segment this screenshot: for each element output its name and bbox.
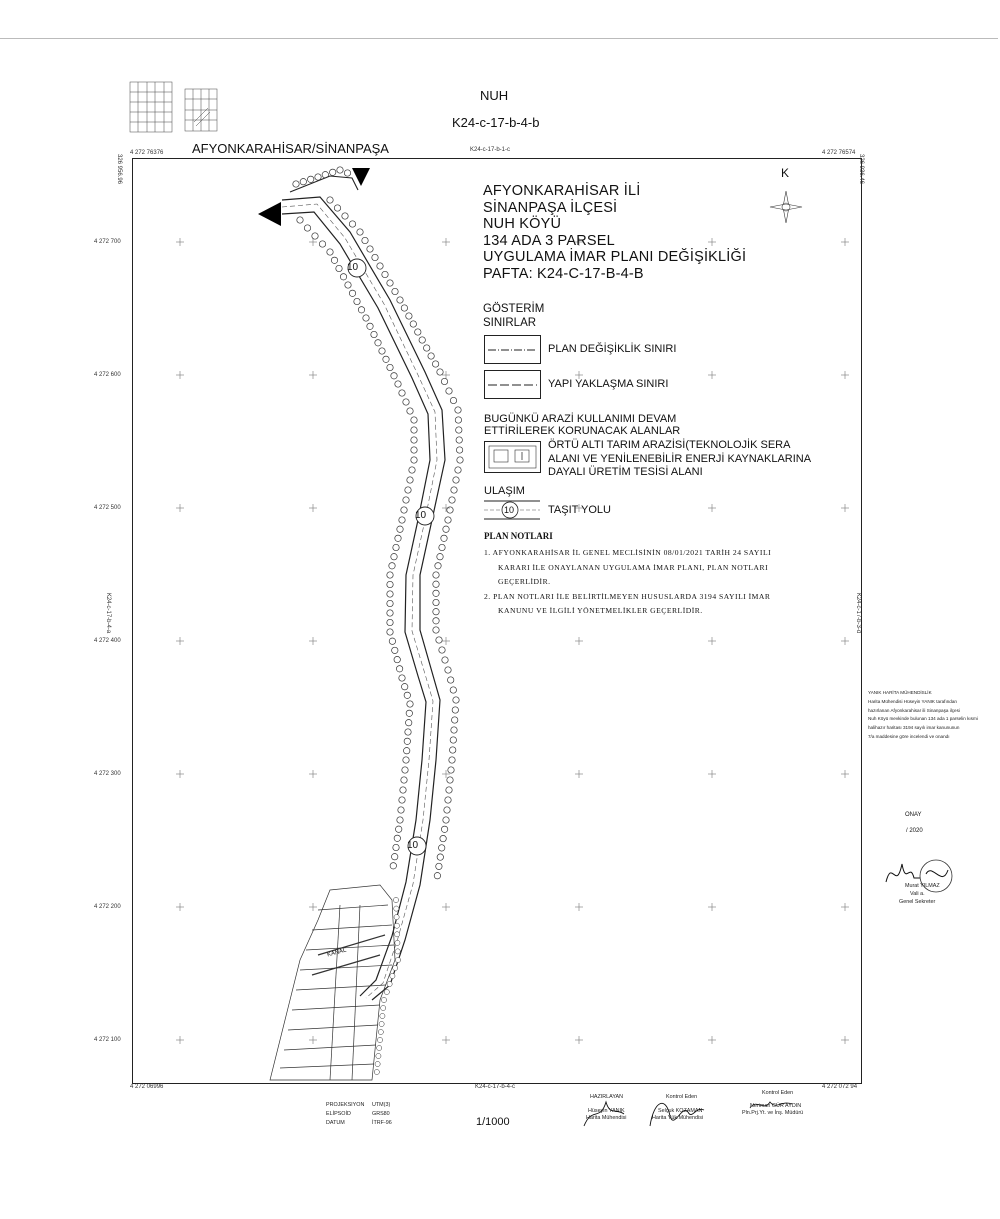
tree-circle (433, 627, 439, 633)
title-line: 134 ADA 3 PARSEL (483, 232, 615, 249)
ellipsoid-value: GRS80 (372, 1111, 390, 1117)
tree-circle (387, 981, 392, 986)
approval-line: 7/a maddesine göre incelendi ve onandı (868, 733, 950, 739)
tree-circle (293, 181, 299, 187)
checked-by-title: Pln.Prj.Yt. ve İnş. Müdürü (742, 1110, 804, 1116)
road-edge-line (282, 197, 445, 1000)
northing-label: 4 272 500 (94, 505, 121, 511)
tree-circle (358, 307, 364, 313)
tree-circle (439, 647, 445, 653)
tree-circle (405, 487, 411, 493)
tree-circle (391, 554, 397, 560)
note-line: 1. AFYONKARAHİSAR İL GENEL MECLİSİNİN 08/01/2021 TARİH 24 SAYILI (484, 548, 772, 557)
village-header: NUH (480, 88, 509, 103)
notes-heading: PLAN NOTLARI (484, 531, 553, 541)
heading-line: BUGÜNKÜ ARAZİ KULLANIMI DEVAM (484, 413, 677, 425)
tree-circle (367, 323, 373, 329)
tree-circle (392, 647, 398, 653)
legend-swatch-greenhouse (484, 441, 541, 473)
signatures-image (570, 1086, 830, 1136)
tree-circle (376, 1053, 381, 1058)
tree-circle (404, 738, 410, 744)
tree-circle (395, 957, 400, 962)
tree-circle (402, 684, 408, 690)
tree-circle (392, 854, 398, 860)
approval-line: hazırlanan Afyonkarahisar ili Sinanpaşa ilçesi (868, 707, 960, 713)
tree-circle (395, 932, 400, 937)
tree-circle (367, 246, 373, 252)
tree-circle (451, 487, 457, 493)
tree-circle (448, 677, 454, 683)
tree-circle (448, 767, 454, 773)
tree-circle (441, 826, 447, 832)
tree-circle (406, 313, 412, 319)
legend-subtitle: SINIRLAR (483, 317, 537, 329)
tree-circle (393, 844, 399, 850)
tree-circle (384, 989, 389, 994)
tree-circle (387, 610, 393, 616)
tree-circle (390, 973, 395, 978)
title-line: NUH KÖYÜ (483, 216, 562, 232)
tree-circle (399, 390, 405, 396)
legend-swatch-plan-change (484, 335, 541, 364)
road-width-label: 10 (347, 262, 359, 273)
corner-top-right: 4 272 76574 (822, 150, 856, 156)
tree-circle (380, 1013, 385, 1018)
tree-circle (304, 225, 310, 231)
tree-circle (406, 710, 412, 716)
tree-circle (450, 737, 456, 743)
parcel-lines (270, 885, 395, 1080)
tree-circle (447, 777, 453, 783)
bottom-sheet-label: K24-c-17-b-4-c (475, 1084, 516, 1090)
tree-circle (399, 797, 405, 803)
tree-circle (379, 1021, 384, 1026)
legend-swatch-setback (484, 370, 541, 399)
tree-circle (322, 172, 328, 178)
tree-circle (344, 170, 350, 176)
top-sheet-label: K24-c-17-b-1-c (470, 147, 511, 153)
projection-key: PROJEKSIYON (326, 1102, 365, 1108)
tree-circle (336, 265, 342, 271)
tree-circle (437, 369, 443, 375)
north-label: K (781, 166, 790, 180)
approval-label: ONAY (905, 812, 922, 818)
tree-circle (315, 174, 321, 180)
legend-title: GÖSTERİM (483, 303, 545, 315)
note-line: GEÇERLİDİR. (498, 577, 551, 586)
tree-circle (449, 497, 455, 503)
tree-circle (405, 729, 411, 735)
tree-circle (407, 408, 413, 414)
tree-circle (300, 179, 306, 185)
tree-circle (345, 282, 351, 288)
northing-label: 4 272 400 (94, 638, 121, 644)
tree-circle (378, 1029, 383, 1034)
approval-date: / 2020 (906, 828, 923, 834)
projection-value: UTM(3) (372, 1102, 391, 1108)
approval-line: Harita Mühendisi Hüseyin YANIK tarafından (868, 698, 957, 704)
checked-by-label: Kontrol Eden (762, 1090, 794, 1096)
tree-circle (363, 315, 369, 321)
tree-circle (387, 591, 393, 597)
tree-circle (396, 826, 402, 832)
tree-circle (444, 807, 450, 813)
tree-circle (433, 609, 439, 615)
signer-name: Murat YILMAZ (905, 883, 940, 889)
corner-bottom-right: 4 272 072 94 (822, 1084, 858, 1090)
approval-firm: YANIK HARİTA MÜHENDİSLİK (868, 690, 932, 695)
note-line: 2. PLAN NOTLARI İLE BELİRTİLMEYEN HUSUSLARDA 3194 SAYILI İMAR (484, 591, 771, 601)
northing-label: 4 272 700 (94, 239, 121, 245)
tree-circle (382, 271, 388, 277)
tree-circle (457, 457, 463, 463)
title-line: SİNANPAŞA İLÇESİ (483, 199, 618, 216)
tree-circle (403, 757, 409, 763)
tree-circle (456, 427, 462, 433)
road-centerline (282, 204, 437, 998)
legend-road-label: TAŞIT YOLU (548, 504, 611, 516)
legend-transport-heading: ULAŞIM (484, 485, 525, 497)
tree-circle (445, 797, 451, 803)
tree-circle (397, 817, 403, 823)
tree-circle (456, 437, 462, 443)
easting-label: 326 936.46 (858, 153, 865, 185)
tree-circle (446, 388, 452, 394)
tree-circle (407, 701, 413, 707)
prepared-by-title: Harita Mühendisi (586, 1115, 627, 1121)
checked-by-name: Neriman GÜR AYDIN (750, 1103, 802, 1109)
tree-circle (452, 717, 458, 723)
tree-circle (455, 417, 461, 423)
tree-circle (395, 381, 401, 387)
legend-setback-label: YAPI YAKLAŞMA SINIRI (548, 378, 669, 390)
tree-circle (401, 305, 407, 311)
tree-circle (401, 777, 407, 783)
tree-circle (399, 517, 405, 523)
tree-circle (334, 205, 340, 211)
tree-circle (453, 697, 459, 703)
prepared-by-name: Hüseyin YANIK (588, 1108, 625, 1114)
tree-circle (319, 241, 325, 247)
easting-label: 326 956.96 (116, 153, 123, 185)
tree-circle (342, 213, 348, 219)
tree-circle (357, 229, 363, 235)
tree-circle (387, 581, 393, 587)
tree-circle (383, 356, 389, 362)
tree-circle (433, 572, 439, 578)
tree-circle (433, 618, 439, 624)
tree-circle (402, 767, 408, 773)
tree-circle (433, 599, 439, 605)
tree-circle (398, 807, 404, 813)
tree-circle (449, 757, 455, 763)
tree-circle (397, 297, 403, 303)
tree-circle (331, 257, 337, 263)
label-line: DAYALI ÜRETİM TESİSİ ALANI (548, 466, 703, 478)
tree-circle (389, 638, 395, 644)
tree-circle (415, 329, 421, 335)
tree-circle (337, 167, 343, 173)
map-scale: 1/1000 (476, 1116, 510, 1128)
tree-circle (372, 254, 378, 260)
corner-top-left: 4 272 76376 (130, 150, 164, 156)
tree-circle (403, 399, 409, 405)
tree-circle (411, 417, 417, 423)
tree-circle (409, 467, 415, 473)
tree-circle (443, 526, 449, 532)
tree-circle (393, 897, 398, 902)
tree-circle (349, 290, 355, 296)
tree-circle (371, 331, 377, 337)
road-width-label: 10 (407, 840, 419, 851)
northing-label: 4 272 200 (94, 904, 121, 910)
tree-circle (377, 1037, 382, 1042)
sheet-code-header: K24-c-17-b-4-b (452, 115, 540, 130)
tree-circle (435, 563, 441, 569)
tree-circle (404, 692, 410, 698)
tree-circle (440, 835, 446, 841)
tree-circle (395, 949, 400, 954)
tree-circle (451, 727, 457, 733)
tree-circle (387, 280, 393, 286)
tree-circle (297, 217, 303, 223)
tree-circle (433, 581, 439, 587)
northing-label: 4 272 600 (94, 372, 121, 378)
tree-circle (445, 667, 451, 673)
checked-by-name: Selçuk KOZAMAN (658, 1108, 703, 1114)
tree-circle (387, 600, 393, 606)
tree-circle (391, 373, 397, 379)
tree-circle (379, 348, 385, 354)
tree-circle (406, 720, 412, 726)
corner-bottom-left: 4 272 06996 (130, 1084, 164, 1090)
note-line: KANUNU VE İLGİLİ YÖNETMELİKLER GEÇERLİDİR. (498, 606, 703, 615)
tree-circle (446, 787, 452, 793)
tree-circle (411, 427, 417, 433)
plan-title (483, 183, 746, 282)
tree-circle (394, 835, 400, 841)
note-line: KARARI İLE ONAYLANAN UYGULAMA İMAR PLANI, PLAN NOTLARI (498, 562, 769, 572)
road-edge-line (282, 212, 430, 996)
label-line: ALANI VE YENİLENEBİLİR ENERJİ KAYNAKLARINA (548, 452, 812, 465)
tree-circle (374, 1069, 379, 1074)
tree-circle (389, 563, 395, 569)
tree-circle (392, 288, 398, 294)
signer-title: Vali a. (910, 891, 925, 897)
tree-circle (387, 619, 393, 625)
canal-label: KANAL (326, 947, 348, 959)
approval-line: halihazır haritası 3194 sayılı imar kanununun (868, 725, 960, 731)
tree-circle (330, 169, 336, 175)
tree-circle (354, 298, 360, 304)
tree-circle (312, 233, 318, 239)
tree-circle (387, 364, 393, 370)
tree-circle (377, 263, 383, 269)
tree-circle (393, 965, 398, 970)
tree-circles (374, 897, 400, 1074)
tree-circle (375, 340, 381, 346)
tree-circle (403, 497, 409, 503)
legend-greenhouse-label (548, 439, 811, 480)
tree-circle (455, 407, 461, 413)
approval-line: Nuh Köyü mevkinde bulunan 134 ada 1 parselin kısmi (868, 716, 978, 722)
road-edge-line (290, 176, 358, 192)
datum-value: İTRF-96 (372, 1120, 392, 1126)
tree-circle (443, 817, 449, 823)
ellipsoid-key: ELİPSOİD (326, 1111, 351, 1117)
tree-circle (411, 457, 417, 463)
tree-circle (401, 507, 407, 513)
tree-circle (404, 748, 410, 754)
left-sheet-label: K24-c-17-b-4-a (105, 592, 112, 634)
title-line: UYGULAMA İMAR PLANI DEĞİŞİKLİĞİ (483, 249, 747, 265)
tree-circle (450, 747, 456, 753)
tree-circle (442, 657, 448, 663)
tree-circle (397, 526, 403, 532)
signer-title: Genel Sekreter (899, 899, 936, 905)
plan-notes (484, 546, 804, 619)
legend-land-use-heading (484, 414, 680, 437)
tree-circle (441, 378, 447, 384)
tree-circle (394, 923, 399, 928)
tree-circle (387, 572, 393, 578)
tree-circle (436, 637, 442, 643)
place-header: AFYONKARAHİSAR/SİNANPAŞA (192, 141, 389, 156)
tree-circle (381, 997, 386, 1002)
label-line: ÖRTÜ ALTI TARIM ARAZİSİ(TEKNOLOJİK SERA (548, 439, 791, 451)
tree-circle (453, 477, 459, 483)
datum-key: DATUM (326, 1120, 345, 1126)
tree-circle (375, 1061, 380, 1066)
right-sheet-label: K24-c-17-b-3-d (855, 592, 862, 634)
tree-circle (419, 337, 425, 343)
tree-circle (433, 590, 439, 596)
tree-circle (456, 447, 462, 453)
tree-circle (445, 517, 451, 523)
tree-circle (308, 176, 314, 182)
legend-heading (483, 302, 544, 330)
tree-circle (452, 707, 458, 713)
tree-circle (411, 437, 417, 443)
legend-plan-change-label: PLAN DEĞİŞİKLİK SINIRI (548, 343, 677, 355)
northing-label: 4 272 300 (94, 771, 121, 777)
tree-circle (437, 554, 443, 560)
tree-circle (327, 197, 333, 203)
tree-circle (394, 656, 400, 662)
tree-circle (439, 845, 445, 851)
tree-circle (450, 397, 456, 403)
road-width-label: 10 (415, 510, 427, 521)
tree-circle (377, 1045, 382, 1050)
tree-circle (411, 447, 417, 453)
prepared-by-label: HAZIRLAYAN (590, 1094, 624, 1100)
tree-circle (450, 687, 456, 693)
tree-circle (340, 274, 346, 280)
tree-circle (395, 535, 401, 541)
tree-circle (400, 787, 406, 793)
tree-circle (394, 915, 399, 920)
north-arrow (770, 191, 802, 223)
northing-label: 4 272 100 (94, 1037, 121, 1043)
legend-road-width: 10 (504, 505, 515, 515)
road-end-arrow (258, 202, 281, 226)
tree-circle (410, 321, 416, 327)
tree-circle (327, 249, 333, 255)
approval-text (868, 689, 988, 742)
tree-circle (349, 221, 355, 227)
tree-circle (390, 863, 396, 869)
tree-circles (293, 167, 463, 879)
tree-circle (455, 467, 461, 473)
tree-circle (362, 237, 368, 243)
title-line: AFYONKARAHİSAR İLİ (483, 183, 641, 199)
tree-circle (395, 940, 400, 945)
tree-circle (434, 873, 440, 879)
title-line: PAFTA: K24-C-17-B-4-B (483, 265, 644, 282)
tree-circle (432, 361, 438, 367)
tree-circle (381, 1005, 386, 1010)
tree-circle (399, 675, 405, 681)
tree-circle (428, 353, 434, 359)
tree-circle (424, 345, 430, 351)
tree-circle (441, 535, 447, 541)
tree-circle (436, 863, 442, 869)
tree-circle (396, 666, 402, 672)
checked-by-title: Harita Yük.Mühendisi (652, 1115, 704, 1121)
tree-circle (387, 629, 393, 635)
tree-circle (394, 906, 399, 911)
tree-circle (439, 544, 445, 550)
tree-circle (393, 544, 399, 550)
checked-by-label: Kontrol Eden (666, 1094, 698, 1100)
tree-circle (437, 854, 443, 860)
tree-circle (407, 477, 413, 483)
heading-line: ETTİRİLEREK KORUNACAK ALANLAR (484, 424, 681, 437)
